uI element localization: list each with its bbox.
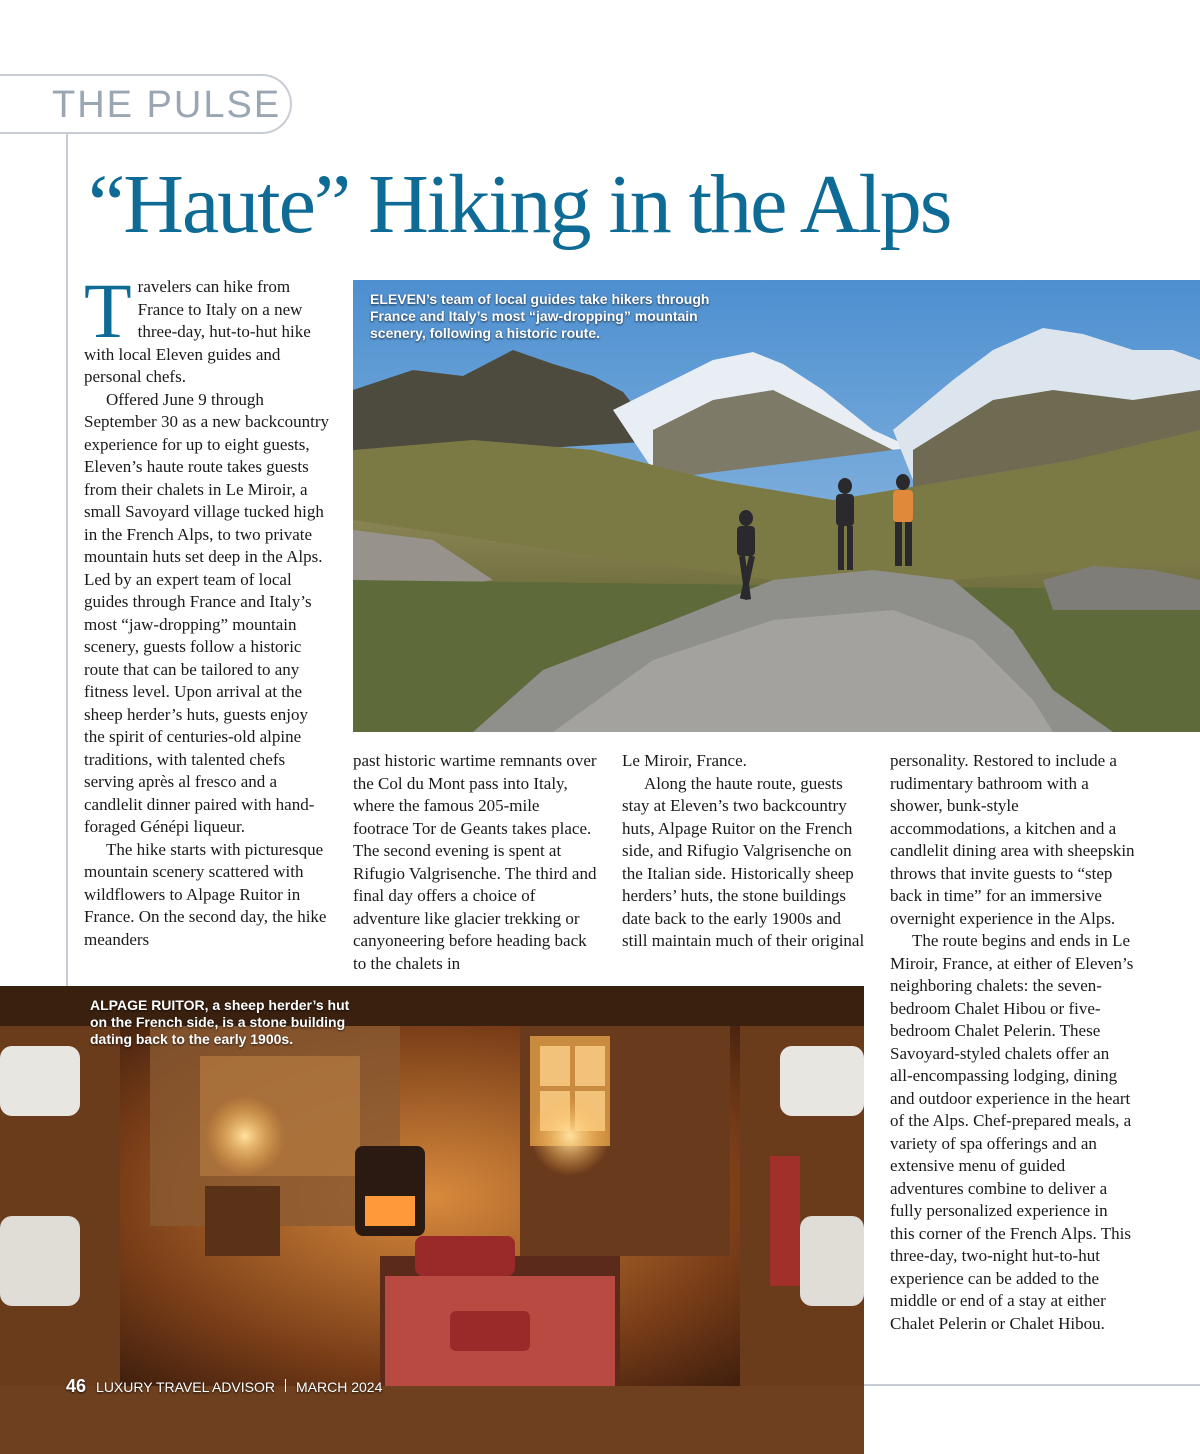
paragraph: Le Miroir, France. <box>622 751 747 770</box>
paragraph: The route begins and ends in Le Miroir, France, at either of Eleven’s neighboring chalets: the seven-bedroom Chalet Hibou or five-bedroom Chalet Pelerin. These Savoyard-styled chalets offer an all-encompassing lodging, dining and outdoor experience in the heart of the Alps. Chef-prepared meals, a variety of spa offerings and an extensive menu of guided adventures combine to deliver a fully personalized experience in this corner of the French Alps. This three-day, two-night hut-to-hut experience can be added to the middle or end of a stay at either Chalet Pelerin or Chalet Hibou. <box>890 931 1134 1333</box>
article-column-3 <box>622 750 868 953</box>
headline: “Haute” Hiking in the Alps <box>88 158 951 251</box>
paragraph: ravelers can hike from France to Italy on a new three-day, hut-to-hut hike with local Eleven guides and personal chefs. <box>84 277 311 386</box>
article-column-4 <box>890 750 1136 1335</box>
paragraph: personality. Restored to include a rudimentary bathroom with a shower, bunk-style accommodations, a kitchen and a candlelit dining area with sheepskin throws that invite guests to “step back in time” for an immersive overnight experience in the Alps. <box>890 751 1135 928</box>
drop-cap: T <box>84 267 132 354</box>
paragraph: past historic wartime remnants over the Col du Mont pass into Italy, where the famous 205-mile footrace Tor de Geants takes place. The second evening is spent at Rifugio Valgrisenche. The third and final day offers a choice of adventure like glacier trekking or canyoneering before heading back to the chalets in <box>353 751 597 973</box>
mountain-photo-caption: ELEVEN’s team of local guides take hikers through France and Italy’s most “jaw-dropping” mountain scenery, following a historic route. <box>370 291 710 341</box>
page-footer <box>66 1376 382 1397</box>
issue-date: MARCH 2024 <box>296 1379 383 1395</box>
hut-photo-caption: ALPAGE RUITOR, a sheep herder’s hut on the French side, is a stone building dating back to the early 1900s. <box>90 997 350 1047</box>
page-number: 46 <box>66 1376 87 1396</box>
article-column-1 <box>84 267 330 951</box>
paragraph: Offered June 9 through September 30 as a new backcountry experience for up to eight guests, Eleven’s haute route takes guests from their chalets in Le Miroir, a small Savoyard village tucked high in the French Alps, to two private mountain huts set deep in the Alps. Led by an expert team of local guides through France and Italy’s most “jaw-dropping” mountain scenery, guests follow a historic route that can be tailored to any fitness level. Upon arrival at the sheep herder’s huts, guests enjoy the spirit of centuries-old alpine traditions, with talented chefs serving après al fresco and a candlelit dinner paired with hand-foraged Génépi liqueur. <box>84 389 329 836</box>
mountain-hikers-photo <box>353 280 1200 732</box>
article-column-2 <box>353 750 599 975</box>
paragraph: Along the haute route, guests stay at Eleven’s two backcountry huts, Alpage Ruitor on the French side, and Rifugio Valgrisenche on the Italian side. Historically sheep herders’ huts, the stone buildings date back to the early 1900s and still maintain much of their original <box>622 773 865 950</box>
section-label: THE PULSE <box>52 84 282 126</box>
publication-name: LUXURY TRAVEL ADVISOR <box>96 1379 275 1395</box>
horizontal-rule <box>864 1384 1200 1386</box>
paragraph: The hike starts with picturesque mountain scenery scattered with wildflowers to Alpage Ruitor in France. On the second day, the hike meanders <box>84 839 327 949</box>
mountain-scene-image <box>353 280 1200 732</box>
footer-divider <box>285 1379 286 1392</box>
